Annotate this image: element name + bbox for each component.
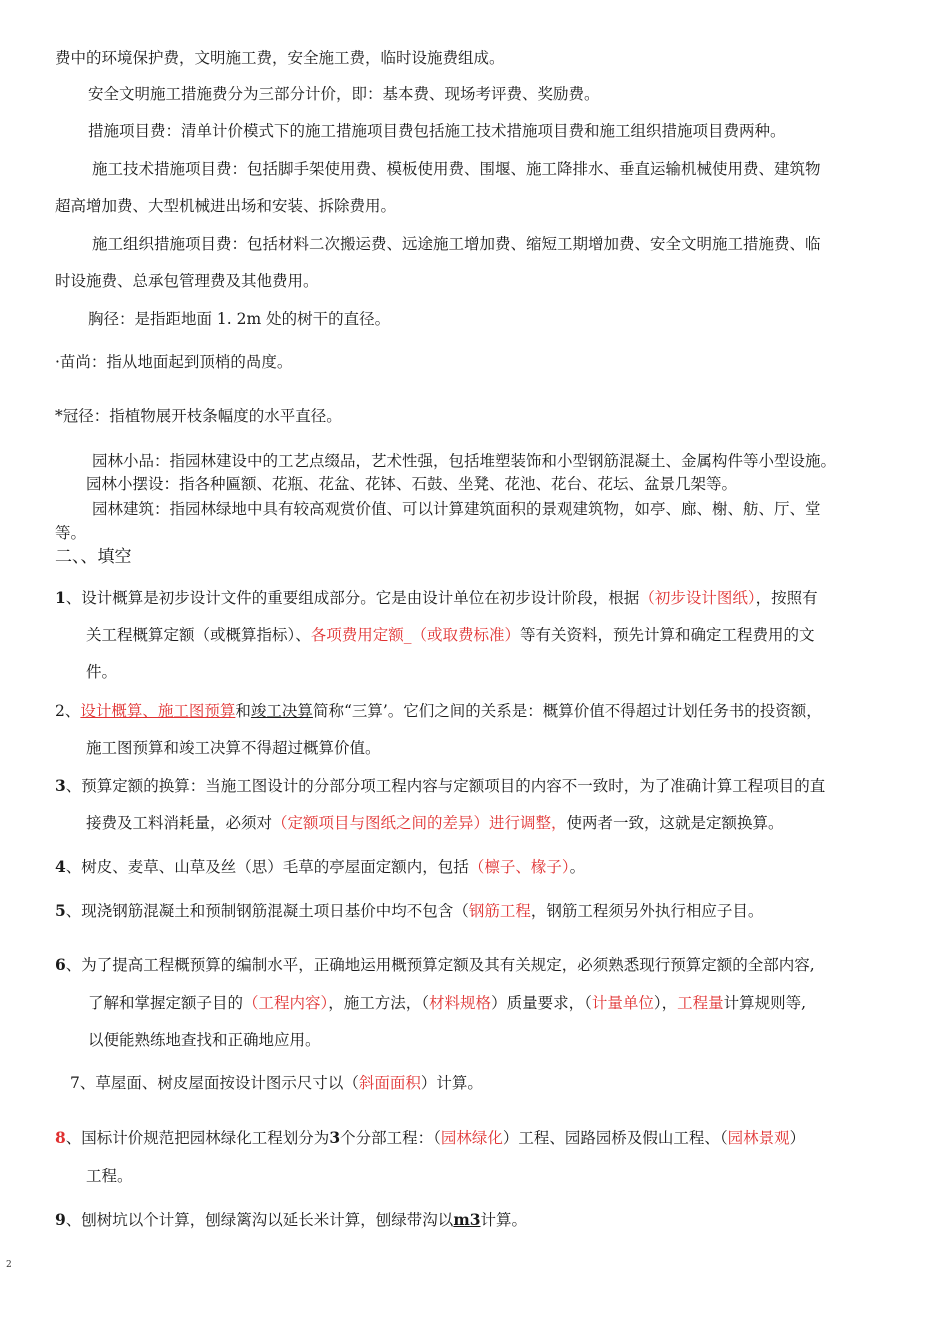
question-8-line-2: 工程。 [86,1167,133,1185]
question-1-line-3: 件。 [86,663,118,681]
question-text: ） [789,1129,806,1147]
question-text: 了解和掌握定额子目的 [88,994,244,1012]
question-number: 9 [55,1210,66,1229]
question-number: 1 [55,588,66,607]
answer: 工程量 [677,994,724,1012]
question-text: 等有关资料，预先计算和确定工程费用的文 [520,626,815,644]
question-number: 6 [55,955,66,974]
paragraph: 园林建筑：指园林绿地中具有较高观赏价值、可以计算建筑面积的景观建筑物，如亭、廊、榭、舫、厅、堂 [92,500,821,518]
paragraph: 时设施费、总承包管理费及其他费用。 [55,272,319,290]
paragraph: 超高增加费、大型机械进出场和安装、拆除费用。 [55,197,397,215]
question-1-line-2 [86,625,815,645]
question-4 [55,857,585,877]
question-text: 、 [64,702,81,720]
question-9 [55,1210,527,1230]
page-number: 2 [6,1260,12,1270]
answer: 钢筋工程 [468,902,531,920]
question-text: ）， [653,994,678,1012]
answer: 计量单位 [591,994,654,1012]
question-text: 、树皮、麦草、山草及丝（思）毛草的亭屋面定额内，包括 [65,858,469,876]
paragraph: 施工组织措施项目费：包括材料二次搬运费、远途施工增加费、缩短工期增加费、安全文明施工措施费、临 [92,235,821,253]
paragraph: ·苗尚：指从地面起到顶梢的咼度。 [55,353,293,371]
question-6-line-2 [88,993,806,1013]
question-5 [55,901,763,921]
question-1 [55,588,818,608]
paragraph: 胸径：是指距地面 1. 2m 处的树干的直径。 [88,310,391,328]
question-text: 计算。 [480,1211,528,1229]
answer: 设计概算、施工图预算 [80,702,236,720]
question-text: 简称“三算’。它们之间的关系是：概算价值不得超过计划任务书的投资额， [312,702,822,720]
question-text: 、设计概算是初步设计文件的重要组成部分。它是由设计单位在初步设计阶段，根据 [65,589,640,607]
question-text: ，施工方法，（ [328,994,430,1012]
question-text: ，钢筋工程须另外执行相应子目。 [530,902,764,920]
question-text: 。 [569,858,586,876]
question-7 [70,1073,483,1093]
question-text: 个分部工程：（ [340,1129,441,1147]
question-text: 、预算定额的换算：当施工图设计的分部分项工程内容与定额项目的内容不一致时，为了准确计算工程项目的直 [65,777,826,795]
question-text: 使两者一致，这就是定额换算。 [566,814,784,832]
question-6-line-3: 以便能熟练地查找和正确地应用。 [88,1031,321,1049]
paragraph: *冠径：指植物展开枝条幅度的水平直径。 [55,407,342,425]
question-text: 、国标计价规范把园林绿化工程划分为 [65,1129,330,1147]
answer: （檩子、椽子） [468,858,570,876]
question-2-line-2: 施工图预算和竣工决算不得超过概算价值。 [86,739,381,757]
paragraph: 费中的环境保护费，文明施工费，安全施工费，临时设施费组成。 [55,49,505,67]
answer: 园林绿化 [440,1129,503,1147]
question-text: 关工程概算定额（或概算指标）、 [86,626,311,644]
question-text: 接费及工料消耗量，必须对 [86,814,273,832]
question-text: 7、草屋面、树皮屋面按设计图示尺寸以（ [70,1074,359,1092]
question-text: 、刨树坑以个计算，刨绿篱沟以延长米计算，刨绿带沟以 [65,1211,454,1229]
paragraph: 施工技术措施项目费：包括脚手架使用费、模板使用费、围堰、施工降排水、垂直运输机械使用费、建筑物 [92,160,821,178]
question-text: 、现浇钢筋混凝土和预制钢筋混凝土项日基价中均不包含（ [65,902,469,920]
question-text: 和 [235,702,251,720]
answer: m3 [453,1210,481,1229]
question-text: 计算规则等, [723,994,807,1012]
paragraph: 安全文明施工措施费分为三部分计价，即：基本费、现场考评费、奖励费。 [88,85,600,103]
paragraph: 等。 [55,524,87,542]
paragraph: 措施项目费：清单计价模式下的施工措施项目费包括施工技术措施项目费和施工组织措施项目费两种。 [88,122,786,140]
question-number: 2 [55,702,65,720]
section-heading: 二、、填空 [55,547,132,567]
question-2 [55,701,822,721]
answer: （工程内容） [243,994,329,1012]
question-3 [55,776,825,796]
answer: 竣工决算 [250,702,313,720]
question-text: ）计算。 [420,1074,483,1092]
number: 3 [329,1128,341,1147]
paragraph: 园林小摆设：指各种匾额、花瓶、花盆、花钵、石鼓、坐凳、花池、花台、花坛、盆景几架等。 [86,475,738,493]
question-6 [55,955,815,975]
answer: （定额项目与图纸之间的差异）进行调整， [272,814,567,832]
question-text: ）质量要求，（ [491,994,592,1012]
question-number: 8 [55,1128,66,1147]
question-number: 5 [55,901,66,920]
question-text: 、为了提高工程概预算的编制水平，正确地运用概预算定额及其有关规定，必须熟悉现行预算定额的全部内容, [65,956,815,974]
answer: 各项费用定额_（或取费标准） [310,626,521,644]
paragraph: 园林小品：指园林建设中的工艺点缀品，艺术性强，包括堆塑装饰和小型钢筋混凝土、金属构件等小型设施。 [92,452,837,470]
question-number: 4 [55,857,66,876]
answer: （初步设计图纸） [639,589,756,607]
answer: 斜面面积 [358,1074,421,1092]
question-number: 3 [55,776,66,795]
answer: 园林景观 [727,1129,790,1147]
question-text: ）工程、园路园桥及假山工程、（ [502,1129,728,1147]
question-3-line-2 [86,813,784,833]
answer: 材料规格 [429,994,492,1012]
question-text: ，按照有 [755,589,818,607]
question-8 [55,1128,805,1148]
